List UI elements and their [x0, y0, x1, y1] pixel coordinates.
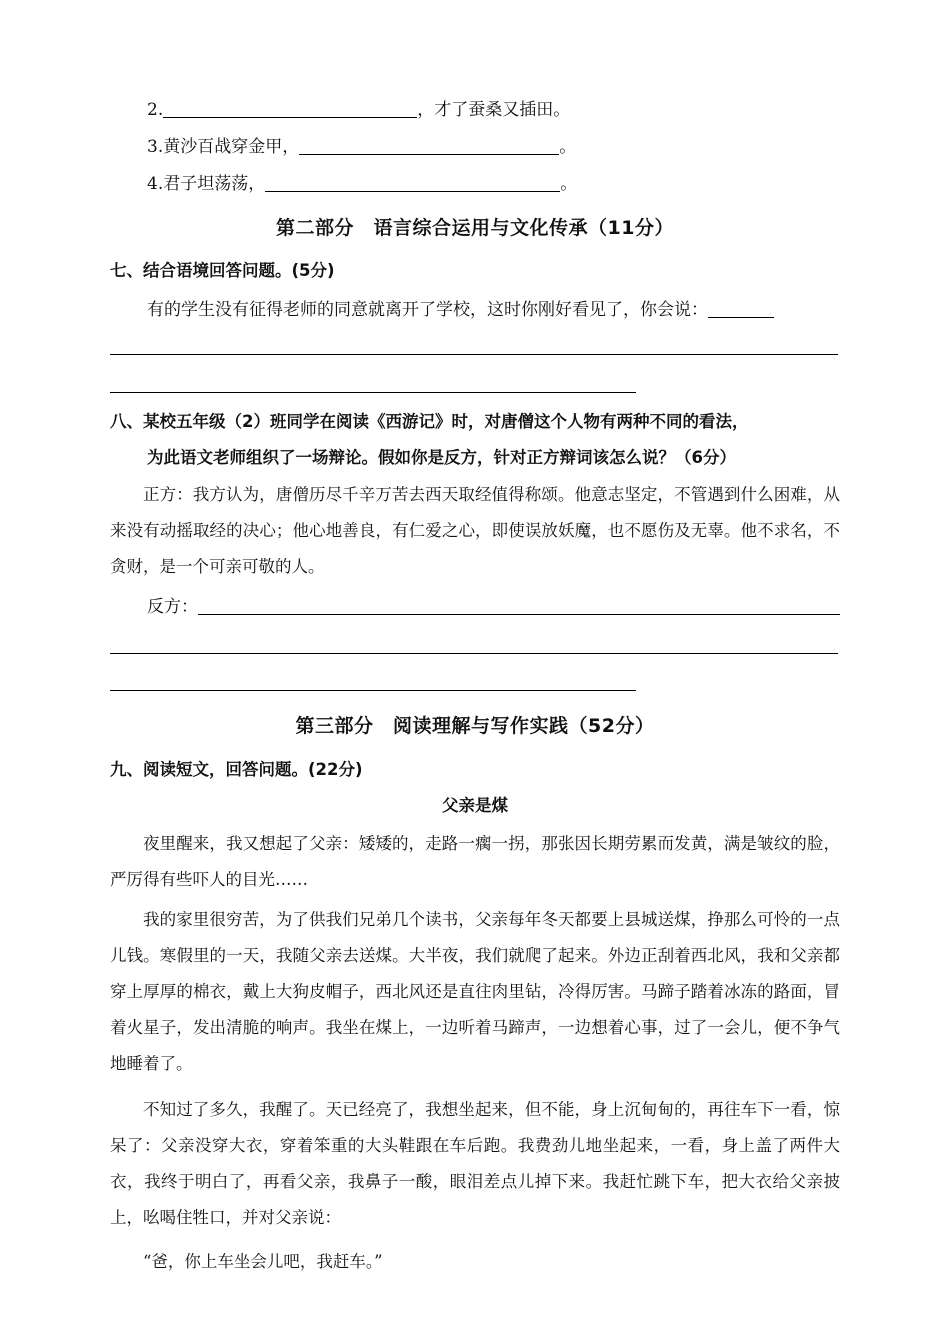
essay-paragraph-1: 夜里醒来，我又想起了父亲：矮矮的，走路一瘸一拐，那张因长期劳累而发黄，满是皱纹的脸，严厉得有些吓人的目光…… — [110, 834, 840, 889]
q7-heading: 七、结合语境回答问题。(5分) — [110, 261, 335, 280]
q7-prompt-line — [147, 297, 774, 323]
poetry-line-2-suffix: ，才了蚕桑又插田。 — [417, 100, 571, 120]
q7-answer-blank-start[interactable] — [708, 299, 774, 318]
poetry-line-3-suffix: 。 — [559, 137, 577, 157]
q9-heading: 九、阅读短文，回答问题。(22分) — [110, 760, 363, 779]
poetry-line-4 — [147, 171, 577, 197]
essay-paragraph-4: “爸，你上车坐会儿吧，我赶车。” — [143, 1252, 383, 1271]
q7-answer-line-2[interactable] — [110, 392, 636, 393]
q7-answer-line-1[interactable] — [110, 354, 838, 355]
poetry-line-2 — [147, 97, 570, 123]
poetry-line-4-prefix: 4.君子坦荡荡， — [147, 174, 266, 194]
poetry-line-2-answer-blank[interactable] — [163, 99, 417, 118]
poetry-line-2-prefix: 2. — [147, 100, 164, 120]
q8-con-line — [147, 594, 840, 620]
q8-answer-line-2[interactable] — [110, 690, 636, 691]
poetry-line-4-answer-blank[interactable] — [265, 173, 560, 192]
q8-heading-line-1: 八、某校五年级（2）班同学在阅读《西游记》时，对唐僧这个人物有两种不同的看法， — [110, 412, 749, 431]
q8-heading-line-2: 为此语文老师组织了一场辩论。假如你是反方，针对正方辩词该怎么说？（6分） — [147, 448, 736, 467]
essay-paragraph-3: 不知过了多久，我醒了。天已经亮了，我想坐起来，但不能，身上沉甸甸的，再往车下一看，惊呆了：父亲没穿大衣，穿着笨重的大头鞋跟在车后跑。我费劲儿地坐起来，一看，身上盖了两件大衣，我终于明白了，再看父亲，我鼻子一酸，眼泪差点儿掉下来。我赶忙跳下车，把大衣给父亲披上，吆喝住牲口，并对父亲说： — [110, 1100, 840, 1227]
essay-title: 父亲是煤 — [442, 796, 508, 815]
q8-answer-line-1[interactable] — [110, 653, 838, 654]
poetry-line-3-answer-blank[interactable] — [299, 136, 559, 155]
essay-paragraph-2: 我的家里很穷苦，为了供我们兄弟几个读书，父亲每年冬天都要上县城送煤，挣那么可怜的一点儿钱。寒假里的一天，我随父亲去送煤。大半夜，我们就爬了起来。外边正刮着西北风，我和父亲都穿上厚厚的棉衣，戴上大狗皮帽子，西北风还是直往肉里钻，冷得厉害。马蹄子踏着冰冻的路面，冒着火星子，发出清脆的响声。我坐在煤上，一边听着马蹄声，一边想着心事，过了一会儿，便不争气地睡着了。 — [110, 910, 840, 1073]
q7-prompt: 有的学生没有征得老师的同意就离开了学校，这时你刚好看见了，你会说： — [147, 300, 708, 320]
q8-answer-blank-start[interactable] — [198, 596, 840, 615]
poetry-line-3-prefix: 3.黄沙百战穿金甲， — [147, 137, 300, 157]
poetry-line-4-suffix: 。 — [560, 174, 578, 194]
part3-title: 第三部分 阅读理解与写作实践（52分） — [295, 715, 655, 737]
poetry-line-3 — [147, 134, 576, 160]
q8-con-label: 反方： — [147, 597, 198, 617]
q8-pro-argument: 正方：我方认为，唐僧历尽千辛万苦去西天取经值得称颂。他意志坚定，不管遇到什么困难，从来没有动摇取经的决心；他心地善良，有仁爱之心，即使误放妖魔，也不愿伤及无辜。他不求名，不贪财，是一个可亲可敬的人。 — [110, 485, 840, 576]
part2-title: 第二部分 语言综合运用与文化传承（11分） — [276, 217, 674, 239]
